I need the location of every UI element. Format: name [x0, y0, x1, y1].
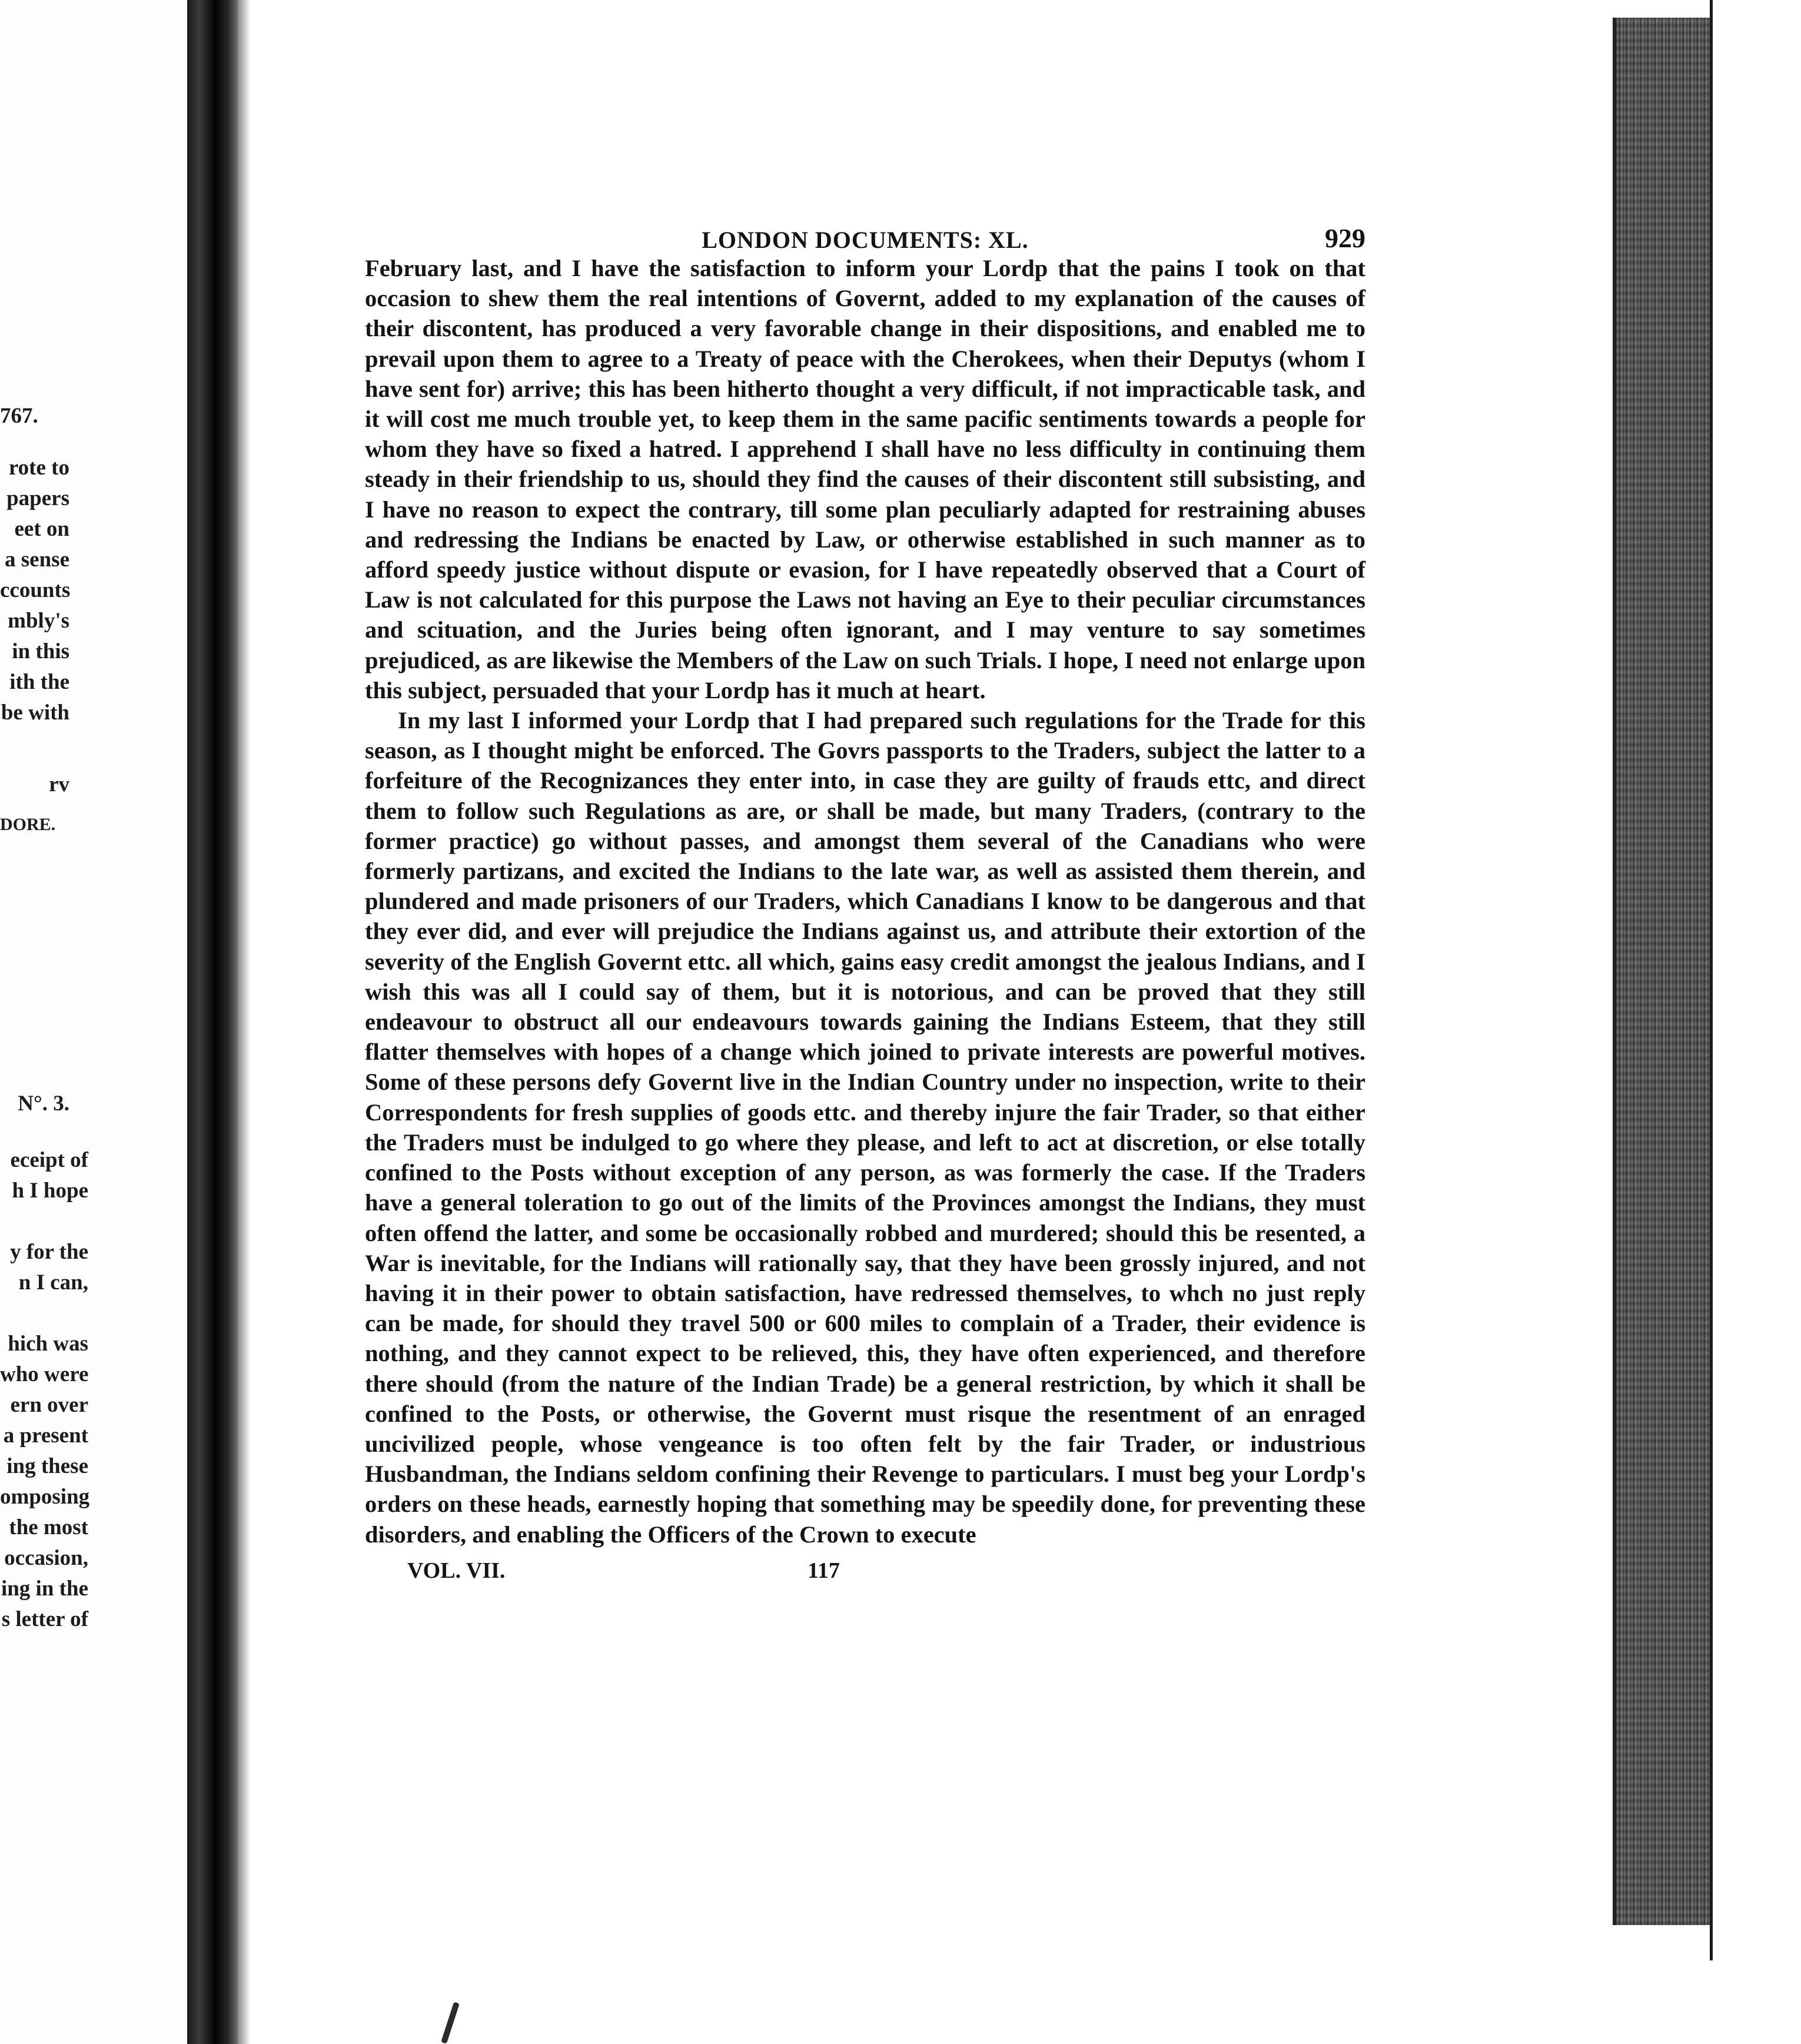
left-fragment: eet on	[14, 517, 69, 541]
left-fragment: ccounts	[0, 578, 71, 602]
stray-mark	[441, 2002, 460, 2044]
book-gutter	[187, 0, 238, 2044]
volume-label: VOL. VII.	[407, 1558, 506, 1583]
left-facing-page	[0, 0, 200, 2044]
left-fragment: a present	[3, 1424, 88, 1448]
page-block-edge	[1613, 18, 1716, 1925]
left-fragment: occasion,	[4, 1546, 88, 1570]
left-fragment: ing these	[6, 1454, 88, 1478]
background-right	[1713, 0, 1801, 2044]
left-fragment: n I can,	[18, 1270, 88, 1295]
paragraph: February last, and I have the satisfaction to inform your Lordp that the pains I took on that occasion to shew them the real intentions of Governt, added to my explanation of the causes of their discontent, has produced a very favorable change in their dispositions, and enabled me to prevail upon them to agree to a Treaty of peace with the Cherokees, when their Deputys (whom I have sent for) arrive; this has been hitherto thought a very difficult, if not impracticable task, and it will cost me much trouble yet, to keep them in the same pacific sentiments towards a people for whom they have so fixed a hatred. I apprehend I shall have no less difficulty in continuing them steady in their friendship to us, should they find the causes of their discontent still subsisting, and I have no reason to expect the contrary, till some plan peculiarly adapted for restraining abuses and redressing the Indians be enacted by Law, or otherwise established in such manner as to afford speedy justice without dispute or evasion, for I have repeatedly observed that a Court of Law is not calculated for this purpose the Laws not having an Eye to their peculiar circumstances and scituation, and the Juries being often ignorant, and I may venture to say sometimes prejudiced, as are likewise the Members of the Law on such Trials. I hope, I need not enlarge upon this subject, persuaded that your Lordp has it much at heart.	[365, 255, 1365, 704]
left-fragment: ing in the	[1, 1577, 88, 1601]
running-title: LONDON DOCUMENTS: XL.	[702, 227, 1029, 253]
left-fragment: the most	[9, 1515, 88, 1539]
left-fragment: be with	[1, 701, 69, 725]
left-fragment: N°. 3.	[18, 1091, 69, 1116]
left-fragment: s letter of	[1, 1607, 88, 1631]
left-fragment: eceipt of	[10, 1148, 88, 1172]
left-fragment: a sense	[5, 548, 69, 572]
left-fragment: rv	[49, 772, 69, 797]
left-fragment: omposing	[0, 1485, 90, 1509]
left-fragment: 767.	[0, 404, 38, 428]
left-fragment: in this	[12, 639, 69, 663]
left-fragment: who were	[0, 1362, 89, 1386]
gutter-shadow	[238, 0, 251, 2044]
left-fragment: ern over	[10, 1393, 88, 1417]
signature-mark: 117	[808, 1558, 840, 1583]
page-header	[365, 212, 1365, 253]
left-fragment: mbly's	[8, 609, 69, 633]
left-fragment: hich was	[8, 1332, 88, 1356]
page-number: 929	[1325, 223, 1365, 253]
body-text	[365, 253, 1365, 1549]
document-page	[365, 212, 1365, 1593]
paragraph: In my last I informed your Lordp that I had prepared such regulations for the Trade for this season, as I thought might be enforced. The Govrs passports to the Traders, subject the latter to a forfeiture of the Recognizances they enter into, in case they are guilty of frauds ettc, and direct them to follow such Regulations as are, or shall be made, but many Traders, (contrary to the former practice) go without passes, and amongst them several of the Canadians who were formerly partizans, and excited the Indians to the late war, as well as assisted them therein, and plundered and made prisoners of our Traders, which Canadians I know to be dangerous and that they ever did, and ever will prejudice the Indians against us, and attribute their extortion of the severity of the English Governt ettc. all which, gains easy credit amongst the jealous Indians, and I wish this was all I could say of them, but it is notorious, and can be proved that they still endeavour to obstruct all our endeavours towards gaining the Indians Esteem, that they still flatter themselves with hopes of a change which joined to private interests are powerful motives. Some of these persons defy Governt live in the Indian Country under no inspection, write to their Correspondents for fresh supplies of goods ettc. and thereby injure the fair Trader, so that either the Traders must be indulged to go where they please, and left to act at discretion, or else totally confined to the Posts without exception of any person, as was formerly the case. If the Traders have a general toleration to go out of the limits of the Provinces amongst the Indians, they must often offend the latter, and some be occasionally robbed and murdered; should this be resented, a War is inevitable, for the Indians will rationally say, that they have been grossly injured, and not having it in their power to obtain satisfaction, have redressed themselves, to whch no just reply can be made, for should they travel 500 or 600 miles to complain of a Trader, their evidence is nothing, and they cannot expect to be relieved, this, they have often experienced, and therefore there should (from the nature of the Indian Trade) be a general restriction, by which it shall be confined to the Posts, or otherwise, the Governt must risque the resentment of an enraged uncivilized people, whose vengeance is too often felt by the fair Trader, or industrious Husbandman, the Indians seldom confining their Revenge to particulars. I must beg your Lordp's orders on these heads, earnestly hoping that something may be speedily done, for preventing these disorders, and enabling the Officers of the Crown to execute	[365, 707, 1365, 1548]
left-fragment: ith the	[9, 670, 69, 694]
left-fragment: rote to	[8, 456, 69, 480]
left-fragment: papers	[6, 486, 69, 510]
left-fragment: y for the	[10, 1240, 88, 1264]
left-fragment: DORE.	[0, 815, 56, 834]
left-fragment: h I hope	[12, 1179, 88, 1203]
page-footer	[365, 1558, 1365, 1593]
